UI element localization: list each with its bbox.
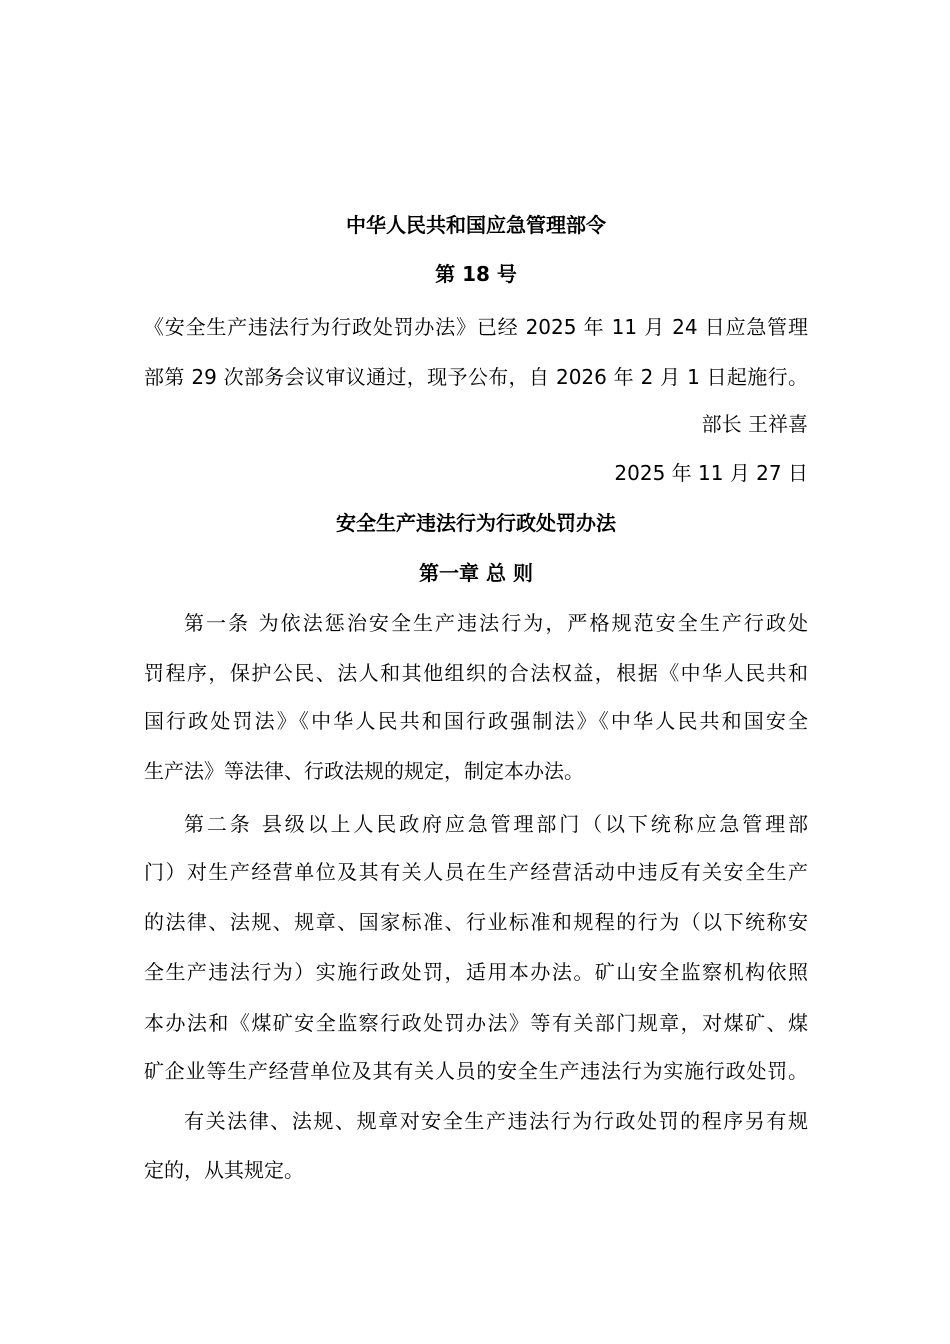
signature: 部长 王祥喜 bbox=[701, 412, 808, 436]
promulgation-line-1: 《安全生产违法行为行政处罚办法》已经 2025 年 11 月 24 日应急管理 bbox=[144, 315, 808, 339]
article-2-line: 本办法和《煤矿安全监察行政处罚办法》等有关部门规章，对煤矿、煤 bbox=[144, 1011, 808, 1035]
chapter-title: 第一章 总 则 bbox=[419, 561, 533, 585]
order-number: 第 18 号 bbox=[435, 262, 517, 286]
article-1-line: 生产法》等法律、行政法规的规定，制定本办法。 bbox=[144, 759, 584, 783]
promulgation-line-2: 部第 29 次部务会议审议通过，现予公布，自 2026 年 2 月 1 日起施行。 bbox=[144, 365, 808, 389]
article-2-line: 矿企业等生产经营单位及其有关人员的安全生产违法行为实施行政处罚。 bbox=[144, 1059, 808, 1083]
article-2-line: 第二条 县级以上人民政府应急管理部门（以下统称应急管理部 bbox=[184, 812, 808, 836]
article-2-para-2-line: 定的，从其规定。 bbox=[144, 1158, 304, 1182]
article-2-line: 门）对生产经营单位及其有关人员在生产经营活动中违反有关安全生产 bbox=[144, 860, 808, 884]
signing-date: 2025 年 11 月 27 日 bbox=[614, 461, 808, 485]
article-1-line: 罚程序，保护公民、法人和其他组织的合法权益，根据《中华人民共和 bbox=[144, 661, 808, 685]
article-1-line: 第一条 为依法惩治安全生产违法行为，严格规范安全生产行政处 bbox=[184, 611, 808, 635]
regulation-title: 安全生产违法行为行政处罚办法 bbox=[336, 511, 616, 535]
article-2-para-2-line: 有关法律、法规、规章对安全生产违法行为行政处罚的程序另有规 bbox=[184, 1109, 808, 1133]
order-title: 中华人民共和国应急管理部令 bbox=[346, 213, 606, 237]
article-1-line: 国行政处罚法》《中华人民共和国行政强制法》《中华人民共和国安全 bbox=[144, 709, 808, 733]
article-2-line: 全生产违法行为）实施行政处罚，适用本办法。矿山安全监察机构依照 bbox=[144, 960, 808, 984]
article-2-line: 的法律、法规、规章、国家标准、行业标准和规程的行为（以下统称安 bbox=[144, 910, 808, 934]
